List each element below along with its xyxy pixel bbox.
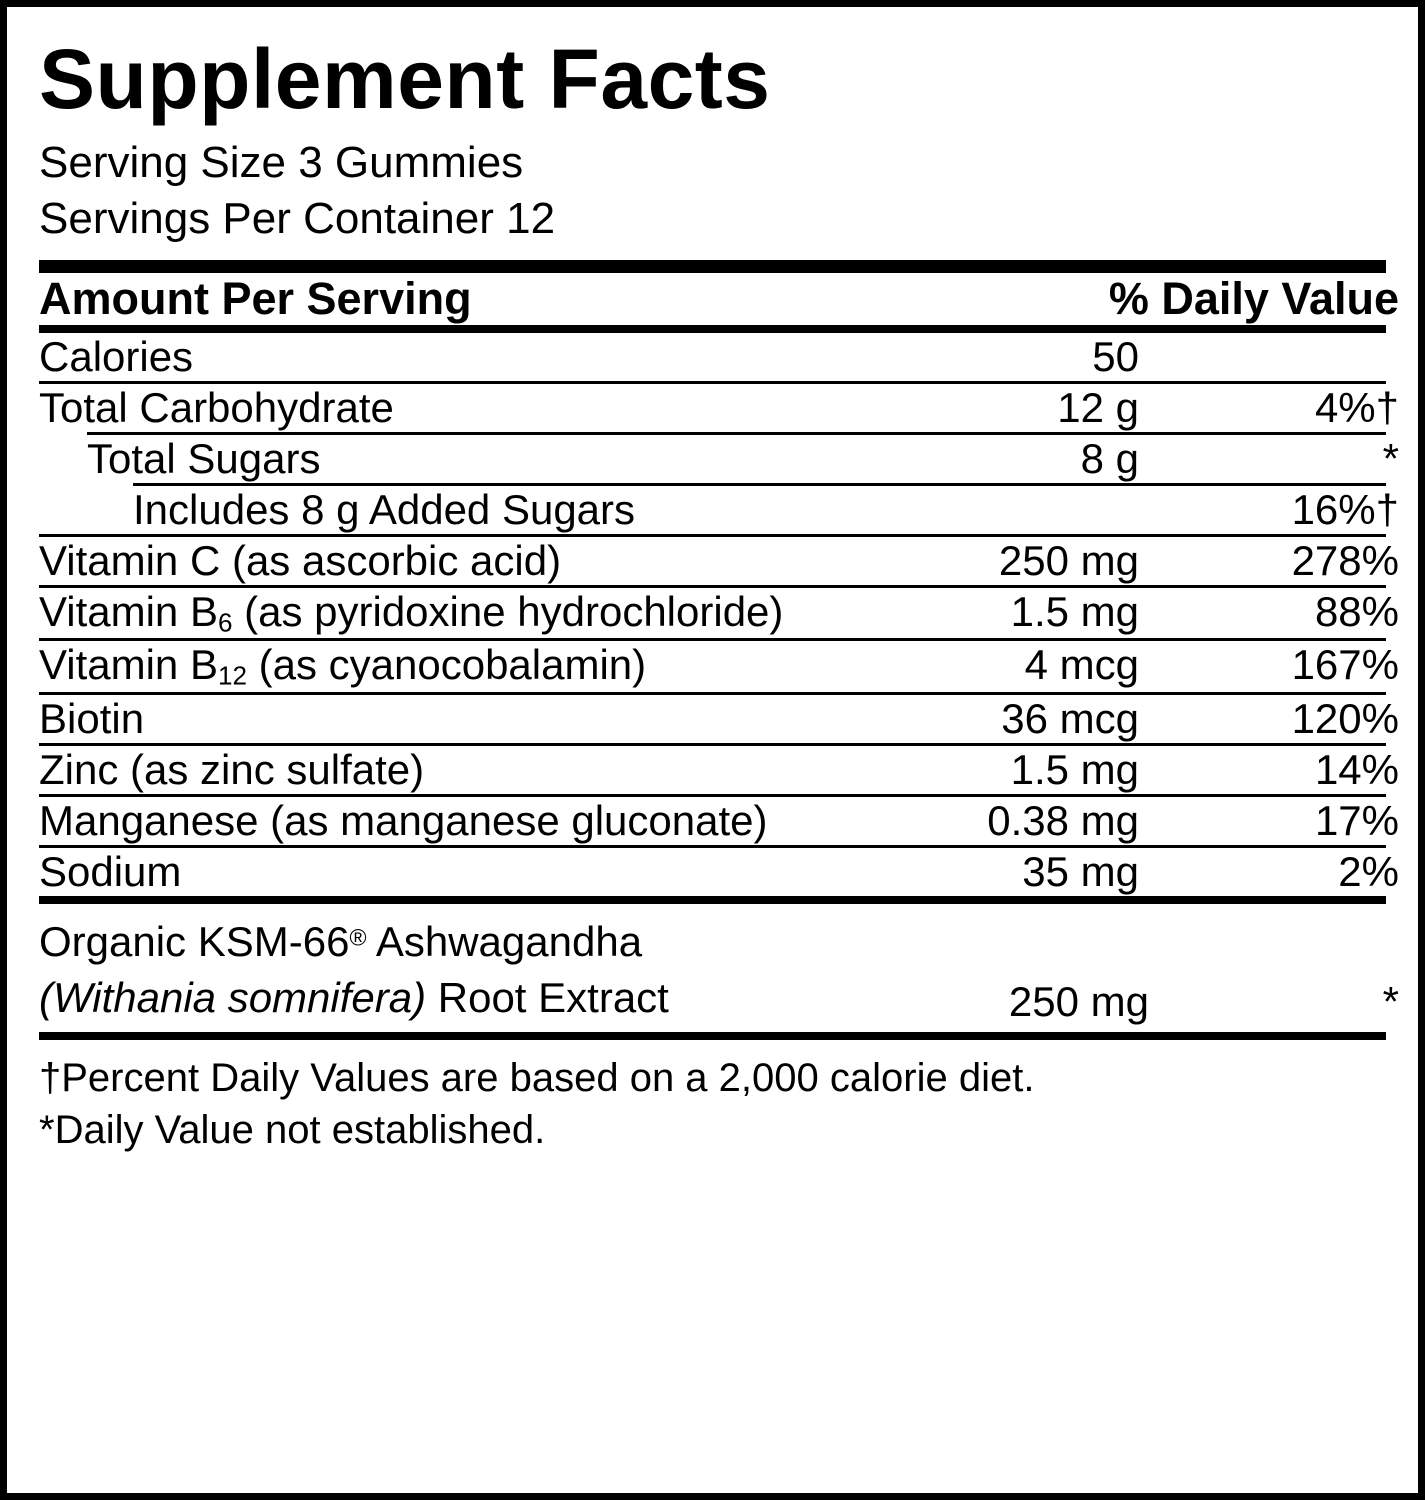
table-row [39,486,1399,534]
table-row [39,435,1399,483]
nutrient-dv: 167% [1291,641,1399,689]
nutrient-dv: * [1382,434,1399,482]
table-row [39,695,1399,743]
nutrient-dv: 120% [1291,695,1399,743]
nutrient-dv: 14% [1314,746,1399,794]
facts-table [39,588,1399,639]
header-daily-value: % Daily Value [1108,272,1399,324]
nutrient-amount: 36 mcg [1001,695,1139,743]
divider-above-botanical [39,896,1386,904]
servings-per-container-text: Servings Per Container 12 [39,194,556,244]
table-row [39,746,1399,794]
nutrient-amount: 1.5 mg [1010,746,1139,794]
botanical-dv: * [1382,977,1399,1025]
nutrient-dv: 2% [1338,848,1399,896]
nutrient-amount: 50 [1092,332,1139,380]
facts-table [39,486,1399,534]
facts-table [39,384,1399,432]
nutrient-amount: 35 mg [1022,848,1139,896]
botanical-ingredient-row [39,904,1399,1032]
facts-table [39,848,1399,896]
table-row [39,641,1399,692]
nutrient-amount: 250 mg [998,536,1139,584]
page-title: Supplement Facts [39,32,771,126]
botanical-table [39,914,1399,1026]
nutrient-dv: 4%† [1314,383,1399,431]
botanical-amount: 250 mg [1008,977,1149,1025]
facts-table [39,537,1399,585]
nutrient-name: Vitamin $B_{12}$ (as cyanocobalamin) [39,641,647,692]
facts-header-table [39,273,1399,325]
nutrient-dv: 88% [1314,587,1399,635]
facts-table [39,746,1399,794]
table-header-row [39,273,1399,325]
footnote-daily-value-basis: †Percent Daily Values are based on a 2,000 calorie diet. [39,1055,1035,1100]
table-row [39,797,1399,845]
nutrient-amount: 8 g [1080,434,1139,482]
divider-below-botanical [39,1032,1386,1040]
nutrient-name: Calories [39,332,194,380]
header-amount-per-serving: Amount Per Serving [39,272,472,324]
facts-table [39,641,1399,692]
table-row [39,848,1399,896]
nutrient-amount: 0.38 mg [987,797,1139,845]
nutrient-name: Sodium [39,848,182,896]
nutrient-name: Zinc (as zinc sulfate) [39,746,425,794]
nutrient-dv: 278% [1291,536,1399,584]
botanical-name: Organic KSM-66® Ashwagandha (Withania somnifera) Root Extract [39,918,669,1021]
divider-under-header [39,325,1386,333]
nutrient-dv [1149,333,1399,381]
facts-table [39,333,1399,381]
serving-size-text: Serving Size 3 Gummies [39,138,524,187]
nutrient-amount: 4 mcg [1024,641,1139,689]
nutrient-dv: 17% [1314,797,1399,845]
nutrient-name: Manganese (as manganese gluconate) [39,797,768,845]
nutrient-amount [779,486,1149,534]
facts-table [39,435,1399,483]
facts-table [39,695,1399,743]
nutrient-name: Biotin [39,695,145,743]
table-row [39,588,1399,639]
nutrient-name: Total Carbohydrate [39,383,394,431]
nutrient-name: Vitamin C (as ascorbic acid) [39,536,562,584]
footnotes [39,1040,1386,1156]
nutrient-amount: 12 g [1057,383,1139,431]
divider-thick-top [39,260,1386,273]
nutrient-amount: 1.5 mg [1010,587,1139,635]
table-row [39,333,1399,381]
footnote-dv-not-established: *Daily Value not established. [39,1107,546,1152]
nutrient-dv: 16%† [1291,485,1399,533]
table-row [39,537,1399,585]
facts-table [39,797,1399,845]
nutrient-name: Total Sugars [87,434,321,482]
supplement-facts-inner [7,7,1418,1156]
nutrient-name: Vitamin $B_6$ (as pyridoxine hydrochloride) [39,587,784,638]
nutrient-name: Includes 8 g Added Sugars [133,485,636,533]
table-row [39,384,1399,432]
